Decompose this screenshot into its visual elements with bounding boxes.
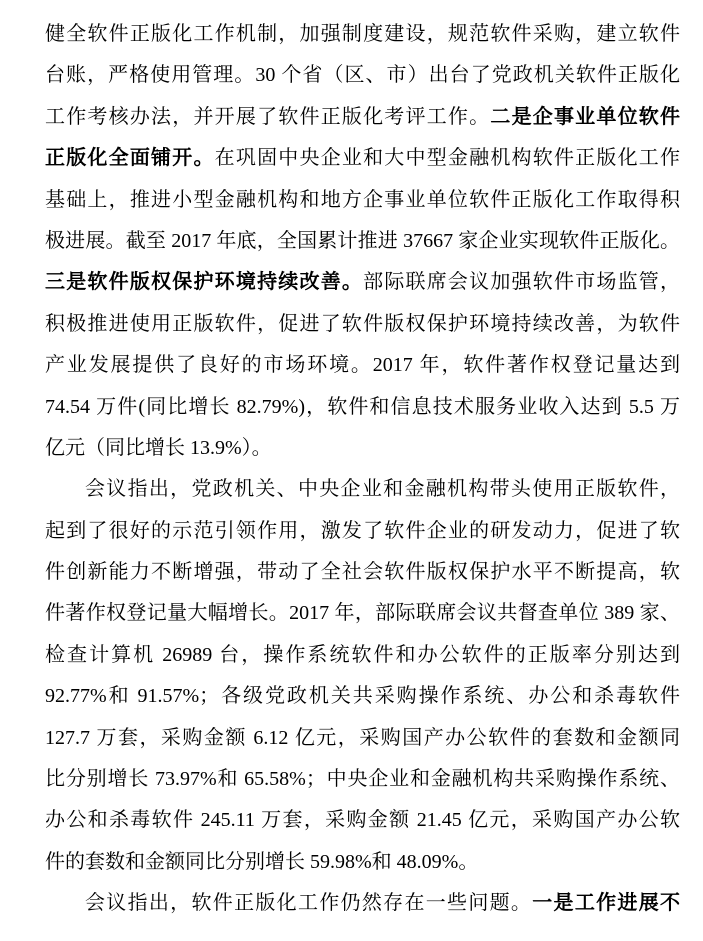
- text-run: 亿元（同比增长 13.9%）。: [45, 436, 272, 459]
- text-block: [45, 14, 680, 925]
- text-line: [45, 676, 680, 717]
- text-line: [45, 511, 680, 552]
- text-run: 在巩固中央企业和大中型金融机构软件正版化工作: [214, 147, 680, 170]
- text-run: 台账，严格使用管理。30 个省（区、市）出台了党政机关软件正版化: [45, 64, 680, 87]
- text-line: [45, 97, 680, 138]
- text-run: 基础上，推进小型金融机构和地方企事业单位软件正版化工作取得积: [45, 188, 680, 211]
- text-line: [45, 469, 680, 510]
- text-line: [45, 800, 680, 841]
- text-run: 办公和杀毒软件 245.11 万套，采购金额 21.45 亿元，采购国产办公软: [45, 809, 680, 832]
- text-line: [45, 387, 680, 428]
- text-run: 会议指出，党政机关、中央企业和金融机构带头使用正版软件，: [85, 478, 680, 501]
- text-run: 比分别增长 73.97%和 65.58%；中央企业和金融机构共采购操作系统、: [45, 768, 680, 791]
- bold-text-run: 一是工作进展不: [532, 892, 680, 915]
- text-line: [45, 55, 680, 96]
- text-run: 会议指出，软件正版化工作仍然存在一些问题。: [85, 892, 533, 915]
- bold-text-run: 二是企事业单位软件: [490, 105, 680, 128]
- paragraph: [45, 883, 680, 924]
- text-run: 极进展。截至 2017 年底，全国累计推进 37667 家企业实现软件正版化。: [45, 229, 680, 252]
- text-run: 92.77%和 91.57%；各级党政机关共采购操作系统、办公和杀毒软件: [45, 685, 680, 708]
- text-run: 件著作权登记量大幅增长。2017 年，部际联席会议共督查单位 389 家、: [45, 602, 680, 625]
- text-run: 产业发展提供了良好的市场环境。2017 年，软件著作权登记量达到: [45, 354, 680, 377]
- bold-text-run: 三是软件版权保护环境持续改善。: [45, 271, 364, 294]
- text-run: 部际联席会议加强软件市场监管，: [363, 271, 680, 294]
- text-run: 工作考核办法，并开展了软件正版化考评工作。: [45, 105, 491, 128]
- text-line: [45, 180, 680, 221]
- text-run: 127.7 万套，采购金额 6.12 亿元，采购国产办公软件的套数和金额同: [45, 726, 680, 749]
- text-line: [45, 304, 680, 345]
- text-line: [45, 552, 680, 593]
- text-run: 件的套数和金额同比分别增长 59.98%和 48.09%。: [45, 850, 479, 873]
- paragraph: [45, 469, 680, 883]
- text-line: [45, 883, 680, 924]
- text-run: 件创新能力不断增强，带动了全社会软件版权保护水平不断提高，软: [45, 561, 680, 584]
- text-run: 74.54 万件(同比增长 82.79%)，软件和信息技术服务业收入达到 5.5 万: [45, 395, 680, 418]
- text-line: [45, 221, 680, 262]
- text-line: [45, 428, 680, 469]
- paragraph: [45, 14, 680, 469]
- text-line: [45, 138, 680, 179]
- text-run: 积极推进使用正版软件，促进了软件版权保护环境持续改善，为软件: [45, 312, 680, 335]
- text-run: 检查计算机 26989 台，操作系统软件和办公软件的正版率分别达到: [45, 643, 680, 666]
- text-line: [45, 345, 680, 386]
- text-run: 起到了很好的示范引领作用，激发了软件企业的研发动力，促进了软: [45, 519, 680, 542]
- bold-text-run: 正版化全面铺开。: [45, 147, 215, 170]
- text-line: [45, 718, 680, 759]
- text-line: [45, 635, 680, 676]
- text-line: [45, 262, 680, 303]
- text-run: 健全软件正版化工作机制，加强制度建设，规范软件采购，建立软件: [45, 23, 680, 45]
- text-line: [45, 14, 680, 55]
- text-line: [45, 759, 680, 800]
- text-line: [45, 842, 680, 883]
- text-line: [45, 593, 680, 634]
